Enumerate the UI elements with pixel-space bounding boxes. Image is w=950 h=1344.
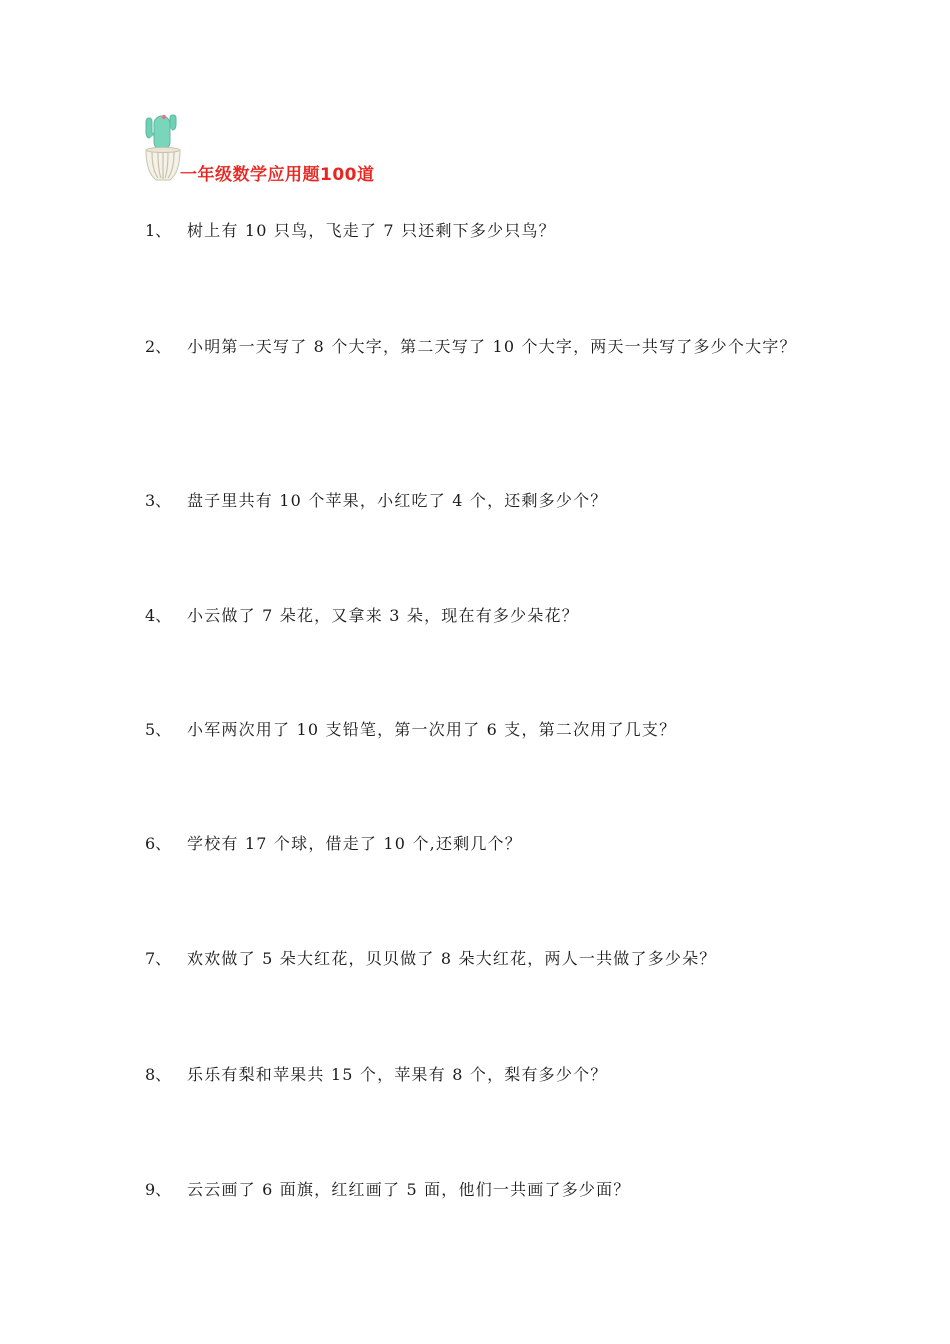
question-text: 盘子里共有 10 个苹果，小红吃了 4 个，还剩多少个？ — [187, 491, 608, 510]
question-number: 5、 — [145, 720, 172, 739]
question-item — [145, 1056, 825, 1094]
page-title: 一年级数学应用题100道 — [180, 165, 375, 185]
question-item — [145, 1171, 825, 1209]
question-number: 1、 — [145, 221, 172, 240]
question-number: 6、 — [145, 834, 172, 853]
question-item — [145, 482, 825, 520]
question-number: 7、 — [145, 949, 172, 968]
question-number: 2、 — [145, 337, 172, 356]
question-number: 9、 — [145, 1180, 172, 1199]
question-number: 8、 — [145, 1065, 172, 1084]
question-item — [145, 597, 825, 635]
question-text: 小云做了 7 朵花，又拿来 3 朵，现在有多少朵花？ — [187, 606, 579, 625]
question-item — [145, 711, 825, 749]
question-item — [145, 940, 825, 978]
cactus-pot-icon — [142, 112, 184, 184]
question-item — [145, 212, 825, 250]
question-text: 欢欢做了 5 朵大红花，贝贝做了 8 朵大红花，两人一共做了多少朵？ — [187, 949, 717, 968]
question-number: 4、 — [145, 606, 172, 625]
question-text: 树上有 10 只鸟，飞走了 7 只还剩下多少只鸟？ — [187, 221, 556, 240]
question-text: 乐乐有梨和苹果共 15 个，苹果有 8 个，梨有多少个？ — [187, 1065, 608, 1084]
question-number: 3、 — [145, 491, 172, 510]
question-item — [145, 825, 825, 863]
question-text: 小明第一天写了 8 个大字，第二天写了 10 个大字，两天一共写了多少个大字？ — [187, 337, 797, 356]
question-text: 学校有 17 个球，借走了 10 个,还剩几个？ — [187, 834, 522, 853]
question-item — [145, 328, 825, 366]
question-text: 云云画了 6 面旗，红红画了 5 面，他们一共画了多少面？ — [187, 1180, 631, 1199]
question-text: 小军两次用了 10 支铅笔，第一次用了 6 支，第二次用了几支？ — [187, 720, 677, 739]
